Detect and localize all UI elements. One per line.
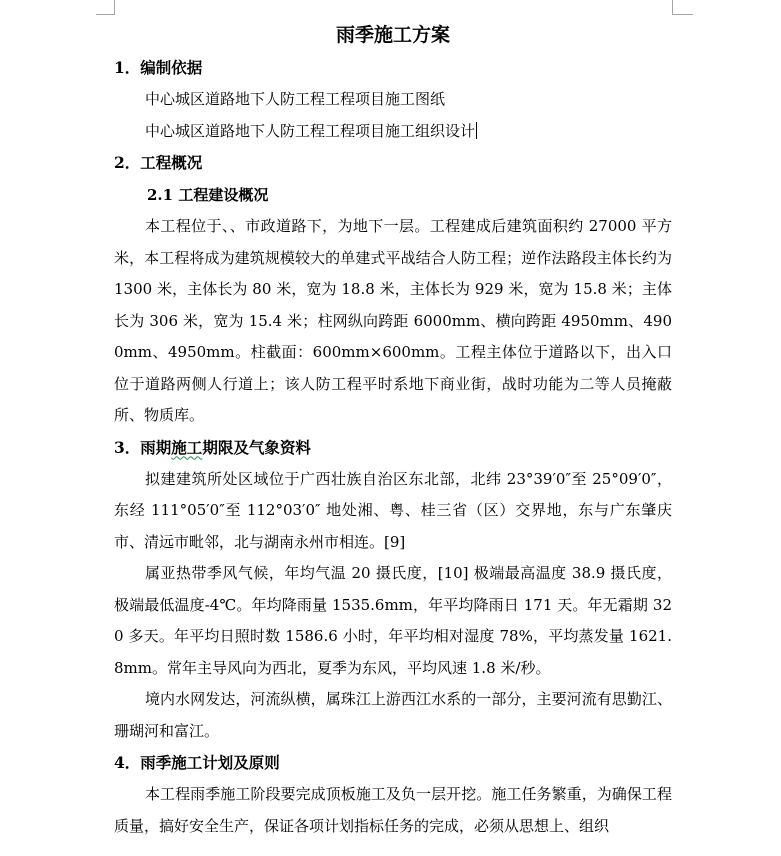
spellcheck-marked-text: 施工 (171, 437, 203, 457)
page-corner-mark-left (96, 0, 115, 15)
section-heading-basis: 1．编制依据 (114, 58, 203, 77)
climate-location-paragraph (114, 464, 672, 559)
heading-text: 3．雨期 (114, 437, 172, 457)
citation-ref: [9] (384, 532, 406, 551)
basis-item: 中心城区道路地下人防工程工程项目施工图纸 (145, 90, 446, 108)
document-page (114, 18, 672, 842)
subsection-heading: 2.1 工程建设概况 (147, 186, 269, 204)
section-heading-overview: 2．工程概况 (114, 153, 203, 172)
page-title: 雨季施工方案 (335, 24, 450, 46)
climate-water-paragraph: 境内水网发达，河流纵横，属珠江上游西江水系的一部分，主要河流有思勤江、珊瑚河和富江。 (114, 690, 672, 740)
section-heading-climate (114, 432, 672, 464)
overview-paragraph: 本工程位于、、市政道路下，为地下一层。工程建成后建筑面积约 27000 平方米，本工程将成为建筑规模较大的单建式平战结合人防工程；逆作法路段主体长约为 1300 米，主体长为 80 米，宽为 18.8 米，主体长为 929 米，宽为 15.8 米；主体长为 306 米，宽为 15.4 米；柱网纵向跨距 6000mm、横向跨距 4950mm、4900mm、4950mm。柱截面：600mm×600mm。工程主体位于道路以下，出入口位于道路两侧人行道上；该人防工程平时系地下商业街，战时功能为二等人员掩蔽所、物质库。 (114, 217, 672, 424)
paragraph-text: 属亚热带季风气候，年均气温 20 摄氏度， (145, 564, 438, 582)
heading-text: 期限及气象资料 (202, 437, 311, 457)
plan-paragraph: 本工程雨季施工阶段要完成顶板施工及负一层开挖。施工任务繁重，为确保工程质量，搞好安全生产，保证各项计划指标任务的完成，必须从思想上、组织 (114, 785, 672, 835)
citation-ref: [10] (437, 564, 469, 582)
paragraph-text: 拟建建筑所处区域位于广西壮族自治区东北部，北纬 23°39′0″至 25°09′0″，东经 111°05′0″至 112°03′0″ 地处湘、粤、桂三省（区）交界地，东与广东肇庆市、清远市毗邻，北与湖南永州市相连。 (114, 469, 672, 551)
text-cursor (476, 122, 477, 139)
paragraph-text: 极端最高温度 38.9 摄氏度，极端最低温度-4℃。年均降雨量 1535.6mm，年平均降雨日 171 天。年无霜期 320 多天。年平均日照时数 1586.6 小时，年平均相对湿度 78%，平均蒸发量 1621.8mm。常年主导风向为西北，夏季为东风，平均风速 1.8 米/秒。 (114, 564, 672, 677)
basis-item (114, 116, 672, 148)
climate-weather-paragraph (114, 558, 672, 684)
basis-item-text: 中心城区道路地下人防工程工程项目施工组织设计 (145, 121, 476, 140)
page-corner-mark-right (672, 0, 693, 15)
section-heading-plan: 4．雨季施工计划及原则 (114, 753, 280, 772)
